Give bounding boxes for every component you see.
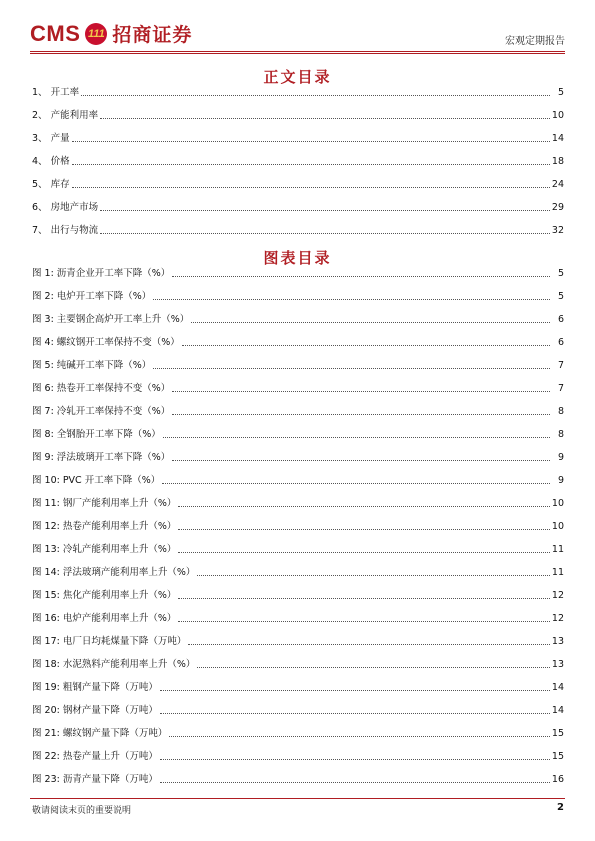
- toc-entry-label[interactable]: 图 21: 螺纹钢产量下降（万吨）: [32, 728, 168, 739]
- dot-leader: [172, 459, 550, 461]
- dot-leader: [178, 505, 550, 507]
- toc-entry-label[interactable]: 图 1: 沥青企业开工率下降（%）: [32, 268, 171, 279]
- toc-entry[interactable]: [32, 751, 564, 763]
- toc-entry[interactable]: [32, 590, 564, 602]
- toc-entry-label[interactable]: 图 3: 主要钢企高炉开工率上升（%）: [32, 314, 190, 325]
- toc-entry-page[interactable]: 15: [551, 728, 564, 739]
- toc-entry[interactable]: [32, 87, 564, 99]
- dot-leader: [81, 94, 550, 96]
- toc-entry[interactable]: [32, 682, 564, 694]
- toc-entry[interactable]: [32, 774, 564, 786]
- dot-leader: [191, 321, 550, 323]
- toc-entry-page[interactable]: 14: [551, 682, 564, 693]
- toc-entry-label[interactable]: 图 9: 浮法玻璃开工率下降（%）: [32, 452, 171, 463]
- logo-seal-icon: 111: [85, 23, 107, 45]
- toc-entry[interactable]: [32, 613, 564, 625]
- toc-entry[interactable]: [32, 705, 564, 717]
- toc-entry-page[interactable]: 5: [557, 291, 564, 302]
- toc-entry-page[interactable]: 14: [551, 705, 564, 716]
- toc-entry-label[interactable]: 图 17: 电厂日均耗煤量下降（万吨）: [32, 636, 187, 647]
- toc-entry[interactable]: [32, 291, 564, 303]
- dot-leader: [188, 643, 550, 645]
- toc-entry[interactable]: [32, 728, 564, 740]
- toc-entry-label[interactable]: 图 19: 粗钢产量下降（万吨）: [32, 682, 158, 693]
- page-header: [30, 18, 565, 50]
- toc-entry-page[interactable]: 6: [557, 337, 564, 348]
- figure-toc: [32, 268, 564, 797]
- toc-entry-page[interactable]: 24: [551, 179, 564, 190]
- toc-entry-page[interactable]: 10: [551, 498, 564, 509]
- toc-entry[interactable]: [32, 544, 564, 556]
- toc-entry[interactable]: [32, 225, 564, 237]
- toc-entry[interactable]: [32, 337, 564, 349]
- dot-leader: [160, 781, 550, 783]
- toc-entry-label[interactable]: 2、 产能利用率: [32, 110, 99, 121]
- toc-entry[interactable]: [32, 156, 564, 168]
- toc-entry[interactable]: [32, 521, 564, 533]
- toc-entry-page[interactable]: 16: [551, 774, 564, 785]
- toc-entry-label[interactable]: 1、 开工率: [32, 87, 80, 98]
- dot-leader: [178, 528, 550, 530]
- toc-entry[interactable]: [32, 475, 564, 487]
- dot-leader: [100, 117, 550, 119]
- toc-entry-label[interactable]: 图 8: 全钢胎开工率下降（%）: [32, 429, 161, 440]
- cms-logo: [30, 20, 192, 47]
- toc-entry-label[interactable]: 图 13: 冷轧产能利用率上升（%）: [32, 544, 177, 555]
- dot-leader: [178, 597, 550, 599]
- dot-leader: [153, 367, 550, 369]
- dot-leader: [197, 666, 550, 668]
- dot-leader: [153, 298, 550, 300]
- toc-entry-page[interactable]: 9: [557, 475, 564, 486]
- toc-entry-page[interactable]: 9: [557, 452, 564, 463]
- toc-entry-page[interactable]: 29: [551, 202, 564, 213]
- toc-entry[interactable]: [32, 567, 564, 579]
- toc-entry-label[interactable]: 图 12: 热卷产能利用率上升（%）: [32, 521, 177, 532]
- toc-entry-label[interactable]: 图 7: 冷轧开工率保持不变（%）: [32, 406, 171, 417]
- main-toc: [32, 87, 564, 248]
- toc-entry[interactable]: [32, 383, 564, 395]
- toc-entry-label[interactable]: 图 20: 钢材产量下降（万吨）: [32, 705, 158, 716]
- toc-entry-page[interactable]: 12: [551, 590, 564, 601]
- dot-leader: [178, 551, 550, 553]
- toc-entry-page[interactable]: 15: [551, 751, 564, 762]
- toc-entry[interactable]: [32, 314, 564, 326]
- toc-entry-label[interactable]: 图 4: 螺纹钢开工率保持不变（%）: [32, 337, 180, 348]
- figure-toc-title: 图表目录: [263, 249, 332, 267]
- dot-leader: [162, 482, 550, 484]
- toc-entry-label[interactable]: 图 22: 热卷产量上升（万吨）: [32, 751, 158, 762]
- toc-entry-label[interactable]: 图 5: 纯碱开工率下降（%）: [32, 360, 152, 371]
- toc-entry-page[interactable]: 7: [557, 360, 564, 371]
- dot-leader: [163, 436, 550, 438]
- toc-entry[interactable]: [32, 498, 564, 510]
- page-number: 2: [557, 802, 564, 813]
- report-type: 宏观定期报告: [505, 36, 565, 47]
- toc-entry[interactable]: [32, 452, 564, 464]
- toc-entry-label[interactable]: 图 2: 电炉开工率下降（%）: [32, 291, 152, 302]
- header-divider-secondary: [30, 53, 565, 54]
- toc-entry-page[interactable]: 10: [551, 110, 564, 121]
- toc-entry[interactable]: [32, 110, 564, 122]
- toc-entry[interactable]: [32, 360, 564, 372]
- dot-leader: [160, 758, 550, 760]
- logo-cms-text: CMS: [30, 20, 81, 46]
- dot-leader: [72, 163, 550, 165]
- toc-entry-page[interactable]: 11: [551, 567, 564, 578]
- toc-entry-label[interactable]: 图 23: 沥青产量下降（万吨）: [32, 774, 158, 785]
- toc-entry-page[interactable]: 12: [551, 613, 564, 624]
- toc-entry-page[interactable]: 14: [551, 133, 564, 144]
- toc-entry-page[interactable]: 11: [551, 544, 564, 555]
- toc-entry-page[interactable]: 5: [557, 268, 564, 279]
- toc-entry-label[interactable]: 图 11: 钢厂产能利用率上升（%）: [32, 498, 177, 509]
- toc-entry[interactable]: [32, 179, 564, 191]
- toc-entry-label[interactable]: 3、 产量: [32, 133, 70, 144]
- dot-leader: [197, 574, 550, 576]
- toc-entry-page[interactable]: 8: [557, 406, 564, 417]
- toc-entry-page[interactable]: 6: [557, 314, 564, 325]
- dot-leader: [172, 413, 550, 415]
- toc-entry-label[interactable]: 5、 库存: [32, 179, 70, 190]
- dot-leader: [172, 275, 550, 277]
- dot-leader: [169, 735, 550, 737]
- main-toc-title: 正文目录: [263, 68, 332, 86]
- dot-leader: [100, 209, 550, 211]
- toc-entry[interactable]: [32, 659, 564, 671]
- dot-leader: [182, 344, 550, 346]
- dot-leader: [172, 390, 550, 392]
- dot-leader: [160, 689, 550, 691]
- toc-entry-label[interactable]: 图 10: PVC 开工率下降（%）: [32, 475, 161, 486]
- dot-leader: [72, 140, 550, 142]
- toc-entry-label[interactable]: 图 14: 浮法玻璃产能利用率上升（%）: [32, 567, 196, 578]
- toc-entry[interactable]: [32, 406, 564, 418]
- toc-entry-page[interactable]: 32: [551, 225, 564, 236]
- toc-entry[interactable]: [32, 636, 564, 648]
- toc-entry-label[interactable]: 4、 价格: [32, 156, 70, 167]
- toc-entry-page[interactable]: 5: [557, 87, 564, 98]
- footer-disclaimer: 敬请阅读末页的重要说明: [32, 806, 132, 816]
- toc-entry[interactable]: [32, 268, 564, 280]
- dot-leader: [160, 712, 550, 714]
- toc-entry-label[interactable]: 图 6: 热卷开工率保持不变（%）: [32, 383, 171, 394]
- toc-entry-page[interactable]: 13: [551, 659, 564, 670]
- toc-entry-label[interactable]: 图 18: 水泥熟料产能利用率上升（%）: [32, 659, 196, 670]
- toc-entry-label[interactable]: 7、 出行与物流: [32, 225, 99, 236]
- toc-entry-label[interactable]: 图 15: 焦化产能利用率上升（%）: [32, 590, 177, 601]
- toc-entry-label[interactable]: 图 16: 电炉产能利用率上升（%）: [32, 613, 177, 624]
- footer-divider: [30, 798, 565, 799]
- logo-company-name: 招商证券: [112, 24, 193, 46]
- toc-entry-page[interactable]: 13: [551, 636, 564, 647]
- toc-entry-page[interactable]: 10: [551, 521, 564, 532]
- toc-entry-page[interactable]: 7: [557, 383, 564, 394]
- dot-leader: [178, 620, 550, 622]
- toc-entry-label[interactable]: 6、 房地产市场: [32, 202, 99, 213]
- toc-entry-page[interactable]: 18: [551, 156, 564, 167]
- dot-leader: [72, 186, 550, 188]
- toc-entry[interactable]: [32, 133, 564, 145]
- toc-entry[interactable]: [32, 429, 564, 441]
- dot-leader: [100, 232, 550, 234]
- toc-entry[interactable]: [32, 202, 564, 214]
- header-divider: [30, 51, 565, 52]
- toc-entry-page[interactable]: 8: [557, 429, 564, 440]
